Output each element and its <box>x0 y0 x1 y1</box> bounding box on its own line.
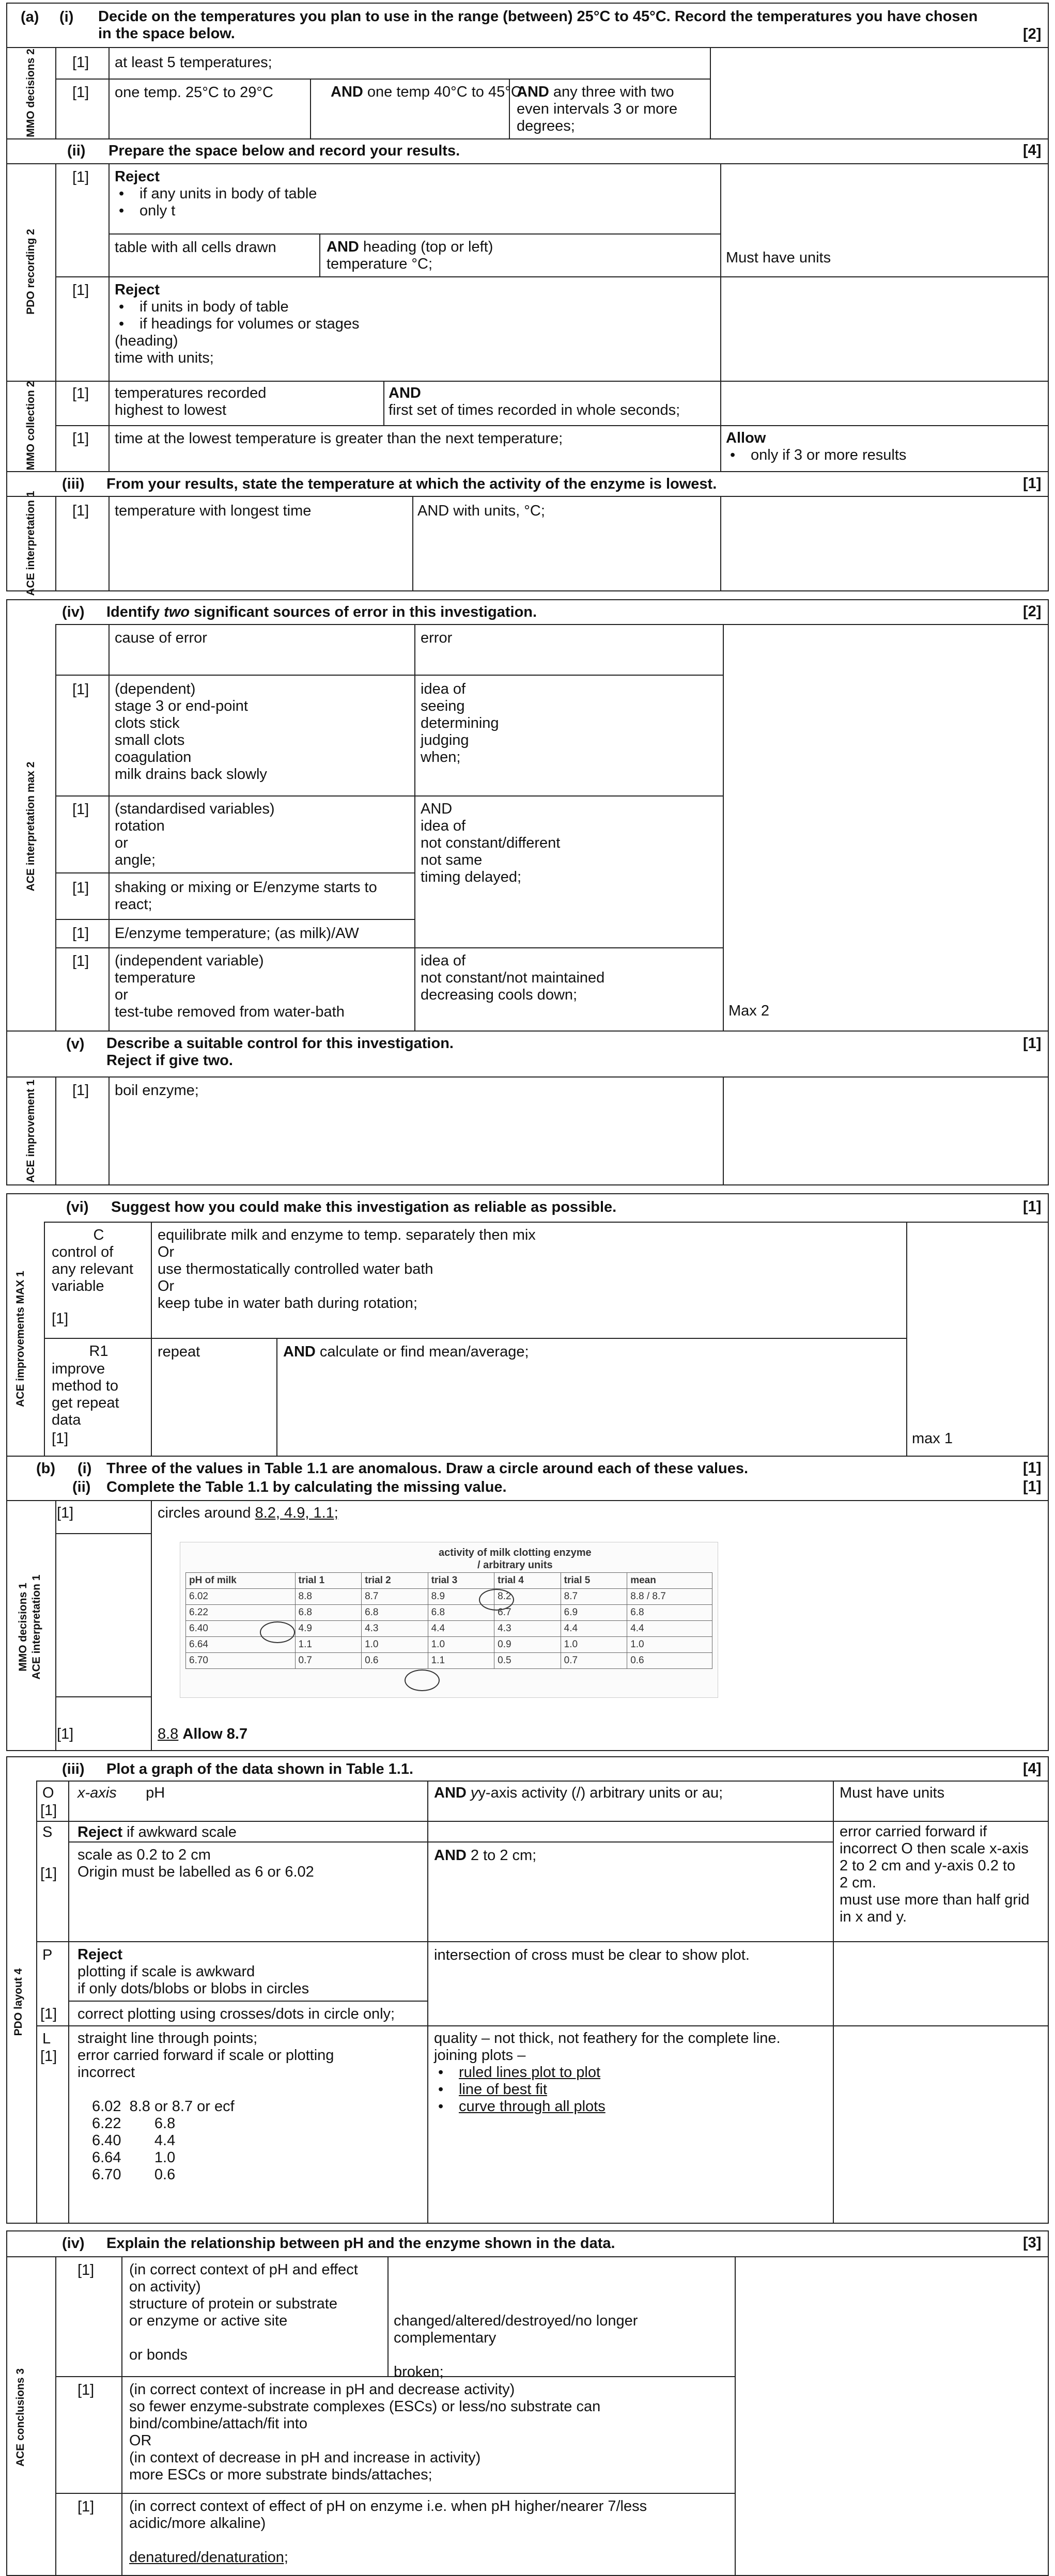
criterion-line: straight line through points; error carried forward if scale or plotting incorrect <box>77 2030 334 2081</box>
marks-b-ii: [1] <box>1023 1478 1042 1495</box>
mark-a-iv-3: [1] <box>72 880 89 896</box>
mark-b-iv-2: [1] <box>77 2382 95 2398</box>
table-cell: 0.7 <box>561 1653 627 1669</box>
mark-a-ii-4: [1] <box>72 430 89 447</box>
table-cell: 8.7 <box>561 1589 627 1605</box>
marks-a-iv: [2] <box>1023 603 1042 620</box>
table-cell-circled: 4.9 <box>295 1621 362 1637</box>
table-cell: 8.8 <box>295 1589 362 1605</box>
mark-a-iv-2: [1] <box>72 801 89 818</box>
table-cell: 6.70 <box>186 1653 296 1669</box>
table-header-row <box>186 1573 712 1589</box>
table-cell-mean: 8.8 / 8.7 <box>627 1589 712 1605</box>
column-error: error <box>421 630 453 646</box>
note-ecf: error carried forward if incorrect O then scale x-axis 2 to 2 cm and y-axis 0.2 to 2 cm. must use more than half grid in x and y. <box>840 1823 1030 1925</box>
cause-shaking: shaking or mixing or E/enzyme starts to react; <box>115 879 377 913</box>
anomaly-table <box>185 1572 712 1669</box>
criterion-boil-enzyme: boil enzyme; <box>115 1082 199 1099</box>
question-a-ii: Prepare the space below and record your results. <box>108 143 460 159</box>
criterion-denatured: (in correct context of effect of pH on enzyme i.e. when pH higher/nearer 7/less acidic/more alkaline) denatured/denaturation; <box>129 2498 647 2566</box>
criterion-circles: circles around 8.2, 4.9, 1.1; <box>158 1505 338 1521</box>
table-row <box>186 1589 712 1605</box>
table-cell: 4.4 <box>627 1621 712 1637</box>
part-label-b-iii: (iii) <box>62 1761 85 1777</box>
criterion-control: equilibrate milk and enzyme to temp. separately then mix Or use thermostatically controlled water bath Or keep tube in water bath during rotation; <box>158 1227 536 1312</box>
table-cell: 6.8 <box>295 1605 362 1621</box>
skill-label-mmo-collection: MMO collection 2 <box>25 381 37 471</box>
criterion-longest-time: temperature with longest time <box>115 503 312 519</box>
mark-b-iii-l: [1] <box>40 2048 57 2065</box>
criterion-esc: (in correct context of increase in pH and decrease activity) so fewer enzyme-substrate complexes (ESCs) or less/no substrate can bind/combine/attach/fit into OR (in context of decrease in pH and increase in activity) more ESCs or more substrate binds/attaches; <box>129 2381 601 2483</box>
question-a-i: Decide on the temperatures you plan to use in the range (between) 25°C to 45°C. Record the temperatures you have chosen in the space below. <box>98 8 978 42</box>
criterion-whole-seconds: AND first set of times recorded in whole seconds; <box>389 385 680 418</box>
table-cell: 4.4 <box>428 1621 494 1637</box>
marks-b-iii: [4] <box>1023 1760 1042 1777</box>
allow-a-ii-4: Allow • only if 3 or more results <box>726 430 906 464</box>
reject-plotting: Reject plotting if scale is awkward if only dots/blobs or blobs in circles <box>77 1946 309 1997</box>
skill-label-mmo-ace: MMO decisions 1 ACE interpretation 1 <box>17 1574 42 1680</box>
skill-label-pdo-layout: PDO layout 4 <box>12 1968 24 2036</box>
table-cell: 6.7 <box>494 1605 561 1621</box>
table-cell-circled: 8.2 <box>494 1589 561 1605</box>
error-independent: idea of not constant/not maintained decreasing cools down; <box>421 953 605 1003</box>
mark-a-iii-1: [1] <box>72 503 89 519</box>
note-max-2: Max 2 <box>728 1003 769 1019</box>
skill-label-ace-interp-max2: ACE interpretation max 2 <box>25 761 37 892</box>
criterion-y-axis: AND yy-axis activity (/) arbitrary units or au; <box>434 1785 723 1801</box>
mark-b-iv-1: [1] <box>77 2262 95 2278</box>
skill-label-pdo-recording: PDO recording 2 <box>25 229 37 315</box>
table-header: trial 4 <box>494 1573 561 1589</box>
mark-a-iv-5: [1] <box>72 953 89 970</box>
criterion-order: temperatures recorded highest to lowest <box>115 385 267 418</box>
cause-standardised: (standardised variables) rotation or angle; <box>115 801 275 868</box>
table-row <box>186 1605 712 1621</box>
part-label-b-i: (i) <box>77 1460 92 1477</box>
table-cell: 8.9 <box>428 1589 494 1605</box>
mark-b-ii: [1] <box>57 1726 74 1742</box>
question-b-i: Three of the values in Table 1.1 are anomalous. Draw a circle around each of these values. <box>106 1460 749 1477</box>
plot-points-list: 6.02 8.8 or 8.7 or ecf 6.22 6.8 6.40 4.4 6.64 1.0 6.70 0.6 <box>92 2098 235 2183</box>
desc-repeat: improve method to get repeat data <box>52 1361 119 1428</box>
part-label-a-iv: (iv) <box>62 604 85 620</box>
question-b-iii: Plot a graph of the data shown in Table 1.1. <box>106 1761 414 1777</box>
note-max-1: max 1 <box>912 1430 953 1447</box>
table-cell: 6.40 <box>186 1621 296 1637</box>
table-cell: 1.0 <box>627 1637 712 1653</box>
table-header: trial 3 <box>428 1573 494 1589</box>
mark-b-iv-3: [1] <box>77 2499 95 2515</box>
criterion-structure: (in correct context of pH and effect on activity) structure of protein or substrate or enzyme or active site or bonds <box>129 2261 358 2363</box>
part-label-b-iv: (iv) <box>62 2235 85 2252</box>
table-header: pH of milk <box>186 1573 296 1589</box>
mark-a-ii-2: [1] <box>72 282 89 299</box>
marks-a-vi: [1] <box>1023 1198 1042 1215</box>
anomaly-circle <box>405 1669 440 1691</box>
code-c: C <box>93 1227 104 1243</box>
question-a-vi: Suggest how you could make this investigation as reliable as possible. <box>111 1199 617 1215</box>
cause-enzyme-temp: E/enzyme temperature; (as milk)/AW <box>115 925 359 942</box>
criterion-intersection: intersection of cross must be clear to show plot. <box>434 1947 750 1963</box>
column-cause-of-error: cause of error <box>115 630 207 646</box>
question-a-iv: Identify two significant sources of error in this investigation. <box>106 604 537 620</box>
note-units-b-iii: Must have units <box>840 1785 945 1801</box>
table-row <box>186 1653 712 1669</box>
mark-a-v-1: [1] <box>72 1082 89 1099</box>
part-label-b: (b) <box>36 1460 56 1477</box>
reject-scale: Reject if awkward scale <box>77 1824 237 1840</box>
criterion-cells-drawn: table with all cells drawn <box>115 239 276 256</box>
part-label-a-i: (i) <box>59 9 74 25</box>
table-cell: 1.1 <box>295 1637 362 1653</box>
mark-b-iii-p: [1] <box>40 2006 57 2022</box>
code-s: S <box>42 1824 53 1840</box>
skill-label-ace-improvements-max: ACE improvements MAX 1 <box>14 1271 26 1407</box>
part-label-a-v: (v) <box>66 1036 85 1052</box>
table-header: mean <box>627 1573 712 1589</box>
criterion-lowest-temp-time: time at the lowest temperature is greater than the next temperature; <box>115 430 563 447</box>
code-o: O <box>42 1785 54 1801</box>
criterion-five-temps: at least 5 temperatures; <box>115 54 272 71</box>
table-cell: 4.4 <box>561 1621 627 1637</box>
desc-control: control of any relevant variable <box>52 1244 133 1294</box>
criterion-units-c: AND with units, °C; <box>417 503 545 519</box>
criterion-mean: AND calculate or find mean/average; <box>283 1344 529 1360</box>
marks-a-i: [2] <box>1023 26 1042 42</box>
cause-independent: (independent variable) temperature or test-tube removed from water-bath <box>115 953 345 1020</box>
table-header: trial 2 <box>362 1573 428 1589</box>
part-label-a-vi: (vi) <box>66 1199 89 1215</box>
table-cell: 6.8 <box>362 1605 428 1621</box>
criterion-changed: changed/altered/destroyed/no longer complementary broken; <box>394 2313 638 2380</box>
criterion-mean-value: 8.8 Allow 8.7 <box>158 1726 248 1742</box>
table-cell: 0.7 <box>295 1653 362 1669</box>
marks-a-iii: [1] <box>1023 475 1042 492</box>
criterion-x-axis: x-axis pH <box>77 1785 165 1801</box>
table-header: trial 1 <box>295 1573 362 1589</box>
mark-b-iii-o: [1] <box>40 1802 57 1819</box>
part-label-a-ii: (ii) <box>67 143 86 159</box>
skill-label-ace-interp-1: ACE interpretation 1 <box>25 491 37 596</box>
criterion-low-temp: one temp. 25°C to 29°C <box>115 84 273 101</box>
table-header: trial 5 <box>561 1573 627 1589</box>
table-title: activity of milk clotting enzyme / arbitrary units <box>439 1547 592 1571</box>
criterion-heading: AND heading (top or left) temperature °C; <box>327 239 493 272</box>
table-cell: 6.8 <box>627 1605 712 1621</box>
marks-a-v: [1] <box>1023 1035 1042 1052</box>
table-cell: 6.8 <box>428 1605 494 1621</box>
part-label-a: (a) <box>21 9 39 25</box>
question-b-ii: Complete the Table 1.1 by calculating the missing value. <box>106 1479 507 1495</box>
table-cell: 1.0 <box>362 1637 428 1653</box>
question-a-v: Describe a suitable control for this investigation. Reject if give two. <box>106 1035 454 1069</box>
reject-a-ii-1: Reject • if any units in body of table • only t <box>115 168 317 220</box>
table-cell: 4.3 <box>494 1621 561 1637</box>
skill-label-ace-conclusions: ACE conclusions 3 <box>14 2368 26 2467</box>
code-r1: R1 <box>89 1343 108 1360</box>
table-cell: 8.7 <box>362 1589 428 1605</box>
table-cell: 6.02 <box>186 1589 296 1605</box>
table-cell: 6.9 <box>561 1605 627 1621</box>
mark-a-vi-r1: [1] <box>52 1430 69 1447</box>
table-cell: 6.64 <box>186 1637 296 1653</box>
criterion-line-quality: quality – not thick, not feathery for the complete line. joining plots – • ruled lines plot to plot • line of best fit • curve through all plots <box>434 2030 781 2115</box>
mark-a-iv-4: [1] <box>72 925 89 942</box>
anomaly-circle <box>260 1621 295 1643</box>
error-dependent: idea of seeing determining judging when; <box>421 681 499 766</box>
mark-a-ii-1: [1] <box>72 169 89 185</box>
criterion-intervals: AND any three with two even intervals 3 or more degrees; <box>517 84 678 134</box>
marks-b-i: [1] <box>1023 1460 1042 1476</box>
anomaly-circle <box>479 1589 514 1611</box>
table-cell: 0.6 <box>362 1653 428 1669</box>
criterion-correct-plotting: correct plotting using crosses/dots in circle only; <box>77 2006 395 2022</box>
table-1-1-snapshot <box>180 1542 718 1698</box>
error-standardised: AND idea of not constant/different not same timing delayed; <box>421 801 561 885</box>
mark-a-ii-3: [1] <box>72 385 89 402</box>
table-cell: 1.0 <box>428 1637 494 1653</box>
code-p: P <box>42 1947 53 1963</box>
table-cell: 1.0 <box>561 1637 627 1653</box>
question-b-iv: Explain the relationship between pH and the enzyme shown in the data. <box>106 2235 615 2252</box>
mark-a-i-2: [1] <box>72 84 89 101</box>
mark-b-iii-s: [1] <box>40 1865 57 1882</box>
table-cell: 4.3 <box>362 1621 428 1637</box>
table-cell: 6.22 <box>186 1605 296 1621</box>
mark-a-iv-1: [1] <box>72 681 89 698</box>
table-cell: 0.5 <box>494 1653 561 1669</box>
skill-label-ace-improvement: ACE improvement 1 <box>25 1080 37 1183</box>
cause-dependent: (dependent) stage 3 or end-point clots stick small clots coagulation milk drains back slowly <box>115 681 267 783</box>
marks-b-iv: [3] <box>1023 2235 1042 2251</box>
note-must-have-units: Must have units <box>726 249 831 266</box>
part-label-a-iii: (iii) <box>62 476 85 492</box>
reject-a-ii-2: Reject • if units in body of table • if headings for volumes or stages (heading) time with units; <box>115 282 360 367</box>
criterion-scale: scale as 0.2 to 2 cm Origin must be labelled as 6 or 6.02 <box>77 1847 314 1880</box>
part-label-b-ii: (ii) <box>72 1479 91 1495</box>
table-cell-circled: 1.1 <box>428 1653 494 1669</box>
table-cell: 0.9 <box>494 1637 561 1653</box>
criterion-repeat: repeat <box>158 1344 200 1360</box>
criterion-high-temp: AND one temp 40°C to 45°C <box>331 84 522 100</box>
question-a-iii: From your results, state the temperature at which the activity of the enzyme is lowest. <box>106 476 717 492</box>
skill-label-mmo-decisions: MMO decisions 2 <box>25 49 37 137</box>
mark-a-vi-c: [1] <box>52 1310 69 1327</box>
marks-a-ii: [4] <box>1023 142 1042 159</box>
mark-b-i: [1] <box>57 1505 74 1521</box>
table-cell: 0.6 <box>627 1653 712 1669</box>
criterion-scale-y: AND 2 to 2 cm; <box>434 1847 537 1864</box>
mark-a-i-1: [1] <box>72 54 89 71</box>
code-l: L <box>42 2031 51 2047</box>
